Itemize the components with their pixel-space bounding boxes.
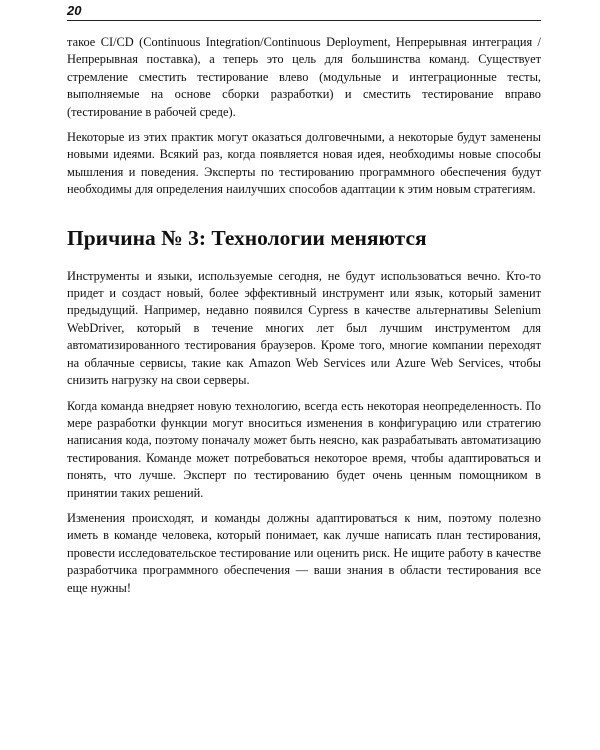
header-rule	[67, 20, 541, 21]
page-content	[67, 34, 541, 605]
section-heading: Причина № 3: Технологии меняются	[67, 225, 427, 250]
paragraph-ci-cd: такое CI/CD (Continuous Integration/Continuous Deployment, Непрерывная интеграция / Непрерывная поставка), а теперь это цель для большинства команд. Существует стремление сместить тестирование влево (модульные и интеграционные тесты, выполняемые на основе сборки разработки) и сместить тестирование вправо (тестирование в рабочей среде).	[67, 35, 541, 119]
paragraph-changes-happen: Изменения происходят, и команды должны адаптироваться к ним, поэтому полезно иметь в команде человека, который понимает, как лучше написать план тестирования, провести исследовательское тестирование или оценить риск. Не ищите работу в качестве разработчика программного обеспечения — ваши знания в области тестирования все еще нужны!	[67, 510, 541, 595]
paragraph-practices: Некоторые из этих практик могут оказаться долговечными, а некоторые будут заменены новыми идеями. Всякий раз, когда появляется новая идея, необходимы новые способы мышления и поведения. Эксперты по тестированию программного обеспечения будут необходимы для определения наилучших способов адаптации к этим новым стратегиям.	[67, 130, 541, 197]
paragraph-tools-languages: Инструменты и языки, используемые сегодня, не будут использоваться вечно. Кто-то придет и создаст новый, более эффективный инструмент или язык, который заменит предыдущий. Например, недавно появился Cypress в качестве альтернативы Selenium WebDriver, который в течение многих лет был лучшим инструментом для автоматизированного тестирования браузеров. Кроме того, многие компании переходят на облачные сервисы, такие как Amazon Web Services или Azure Web Services, чтобы снизить нагрузку на свои серверы.	[67, 268, 541, 388]
paragraph-new-technology: Когда команда внедряет новую технологию, всегда есть некоторая неопределенность. По мере разработки функции могут вноситься изменения в конфигурацию или стратегию написания кода, поэтому поначалу может быть неясно, как разрабатывать автоматизацию тестирования. Команде может потребоваться некоторое время, чтобы адаптироваться и понять, что лучше. Эксперт по тестированию будет очень ценным помощником в принятии таких решений.	[67, 398, 541, 500]
page-number: 20	[67, 3, 82, 18]
